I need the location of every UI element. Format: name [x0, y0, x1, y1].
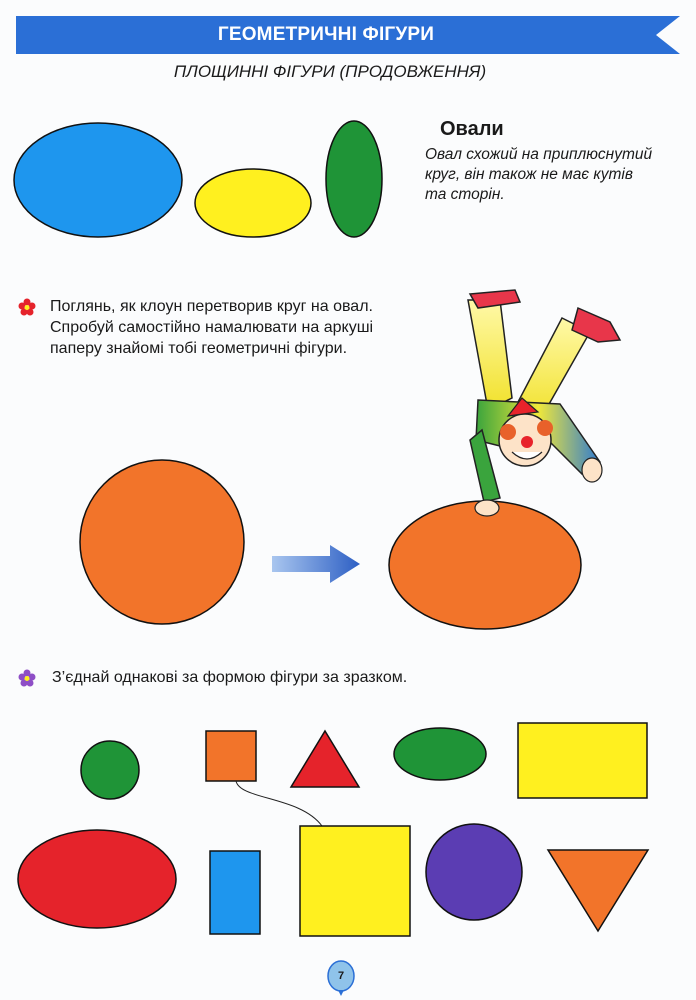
- red-oval: [18, 830, 176, 928]
- yellow-rectangle: [518, 723, 647, 798]
- yellow-oval: [195, 169, 311, 237]
- purple-circle: [426, 824, 522, 920]
- flower-bullet-icon: [18, 298, 36, 316]
- page-subtitle: ПЛОЩИННІ ФІГУРИ (ПРОДОВЖЕННЯ): [173, 62, 487, 81]
- small-orange-square: [206, 731, 256, 781]
- orange-circle: [80, 460, 244, 624]
- red-triangle: [291, 731, 359, 787]
- blue-rectangle: [210, 851, 260, 934]
- flower-bullet-icon: [18, 669, 36, 687]
- green-oval: [394, 728, 486, 780]
- clown-illustration: [468, 290, 620, 516]
- ovals-description: Овал схожий на приплюснутий круг, він також не має кутів та сторін.: [425, 146, 653, 203]
- page-title: ГЕОМЕТРИЧНІ ФІГУРИ: [217, 24, 435, 45]
- task-instruction-matching: З’єднай однакові за формою фігури за зразком.: [52, 669, 408, 686]
- orange-triangle: [548, 850, 648, 931]
- orange-oval: [389, 501, 581, 629]
- page-number: 7: [337, 970, 345, 982]
- yellow-square: [300, 826, 410, 936]
- small-green-circle: [81, 741, 139, 799]
- ovals-heading: Овали: [440, 118, 504, 140]
- right-arrow-icon: [272, 545, 360, 583]
- green-vertical-oval: [326, 121, 382, 237]
- blue-oval: [14, 123, 182, 237]
- task-instruction-clown: Поглянь, як клоун перетворив круг на овал. Спробуй самостійно намалювати на аркуші паперу знайомі тобі геометричні фігури.: [50, 298, 374, 357]
